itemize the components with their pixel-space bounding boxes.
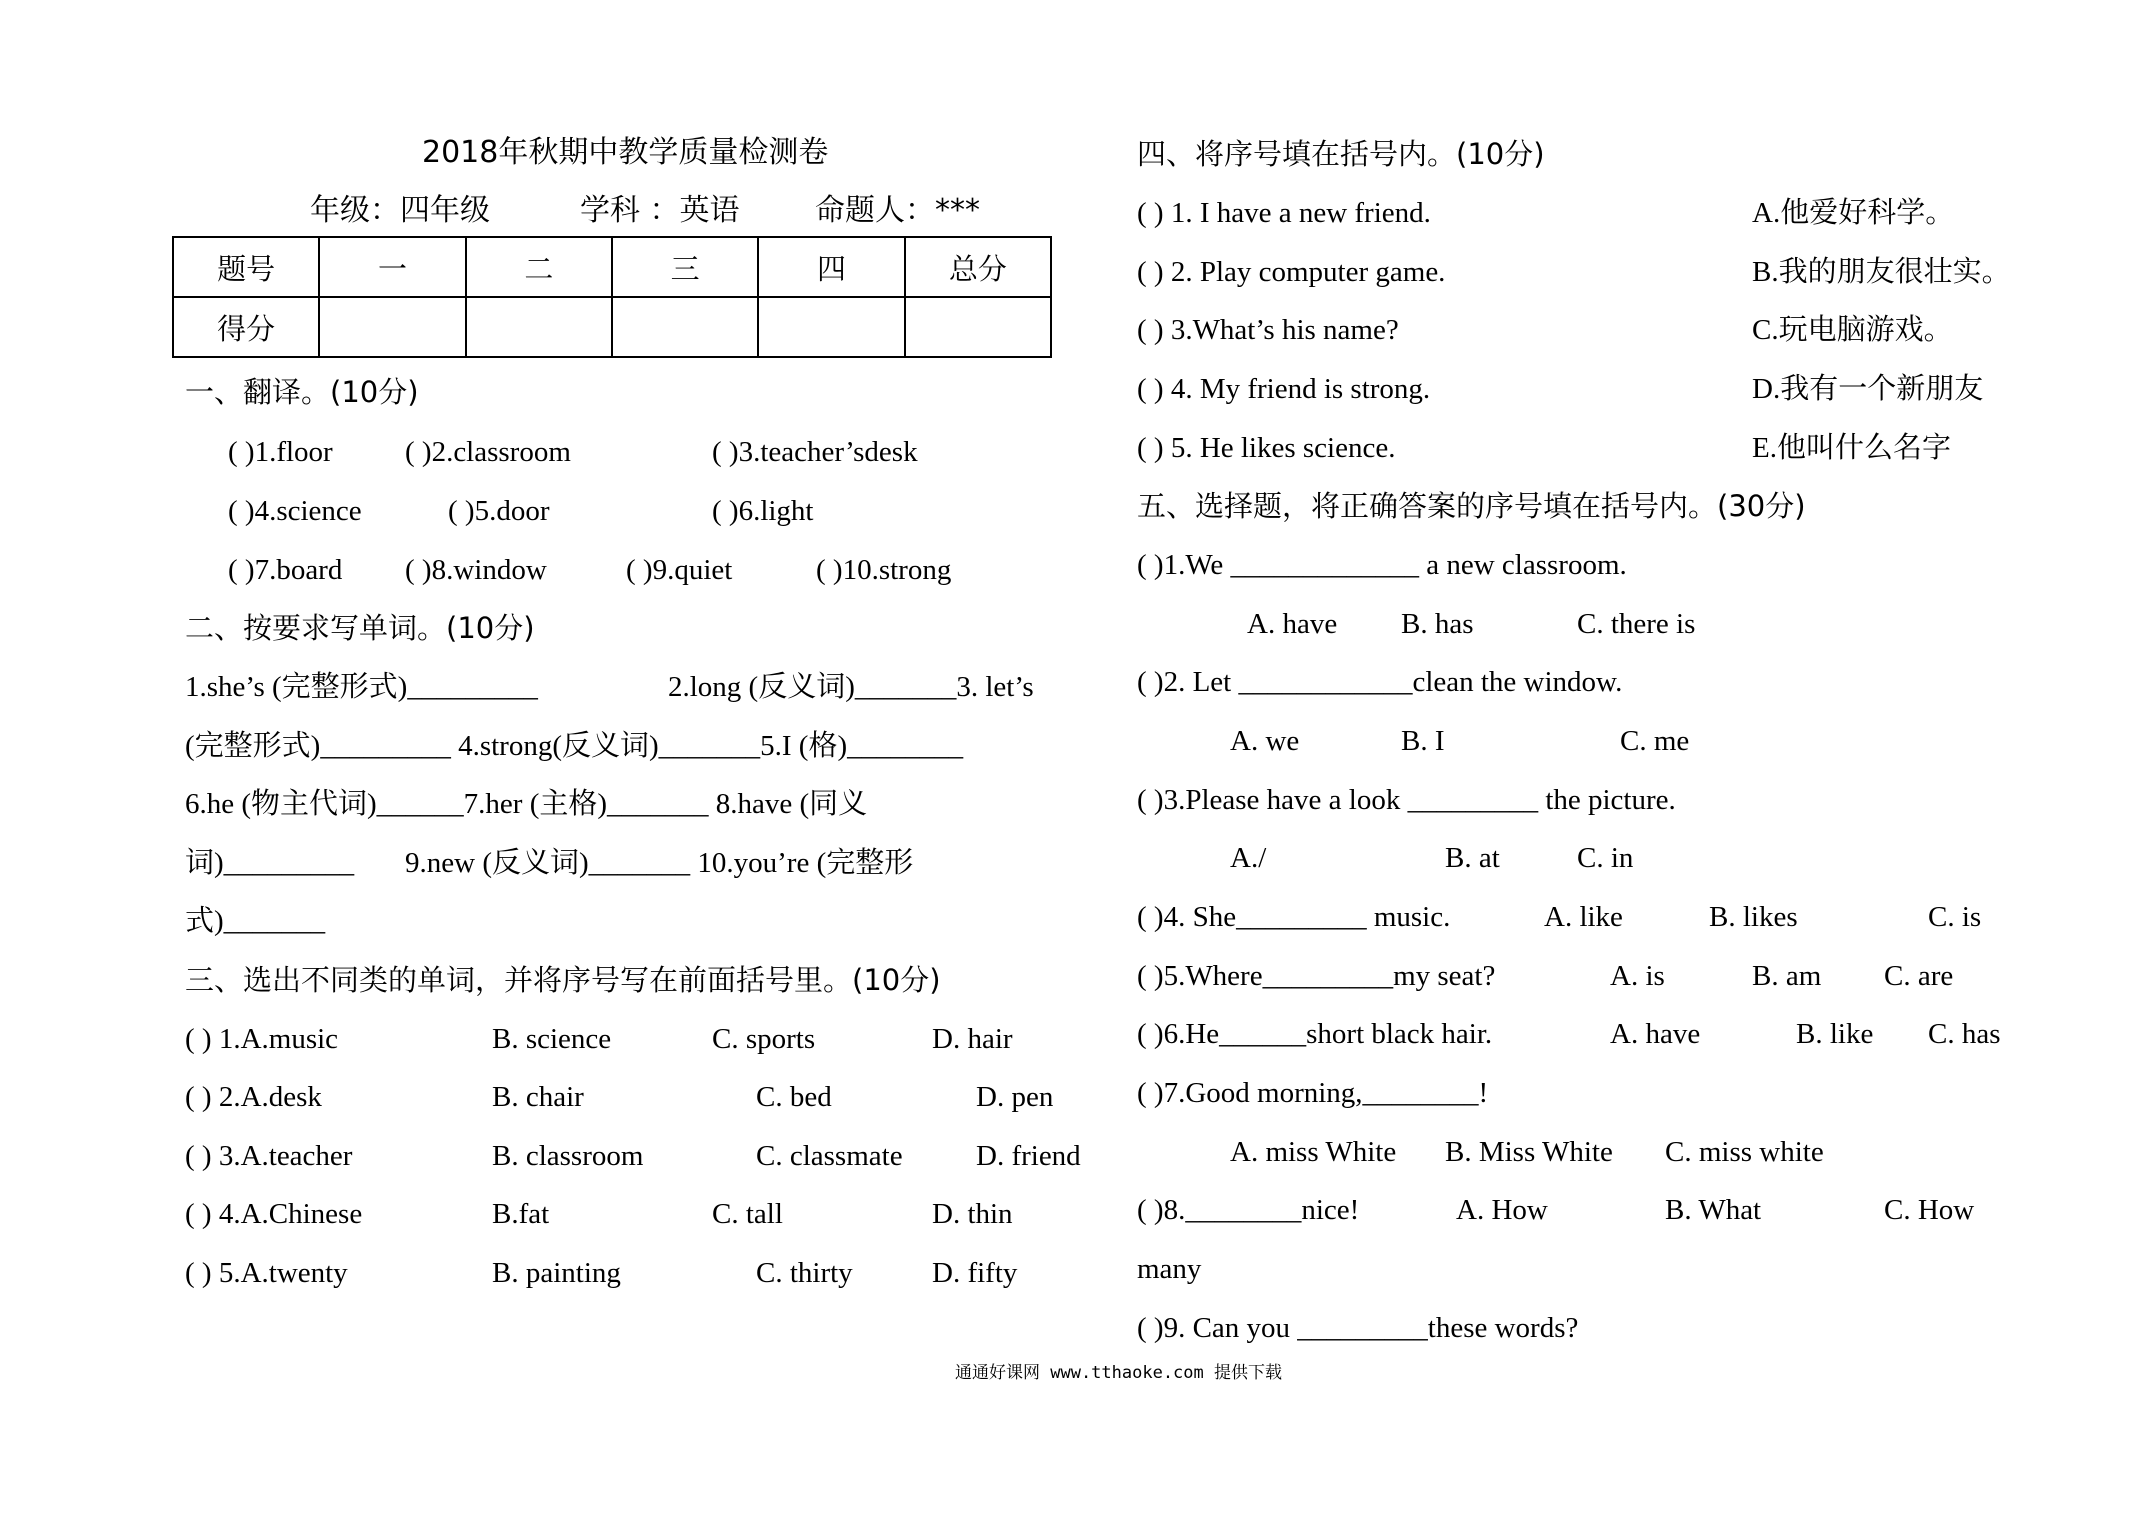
section1-item: ( )5.door (448, 495, 550, 527)
section5-question: ( )9. Can you _________these words? (1137, 1312, 1579, 1344)
section3-opt-d: D. friend (976, 1140, 1081, 1172)
section1-item: ( )3.teacher’sdesk (712, 436, 918, 468)
section5-option: B. I (1401, 725, 1445, 757)
section5-question: ( )4. She_________ music. (1137, 901, 1451, 933)
section5-title: 五、选择题，将正确答案的序号填在括号内。(30分) (1137, 489, 1806, 523)
section2-line: 9.new (反义词)_______ 10.you’re (完整形 (405, 847, 914, 879)
section3-opt-d: D. pen (976, 1081, 1054, 1113)
section3-row-num: ( ) 3.A.teacher (185, 1140, 353, 1172)
section3-opt-d: D. hair (932, 1023, 1013, 1055)
score-header-cell: 二 (466, 237, 612, 297)
score-header-cell: 四 (758, 237, 904, 297)
section3-opt-c: C. classmate (756, 1140, 903, 1172)
section5-question: ( )7.Good morning,________! (1137, 1077, 1489, 1109)
section5-option: C. me (1620, 725, 1690, 757)
score-header-cell: 一 (319, 237, 465, 297)
section5-option: B. like (1796, 1018, 1874, 1050)
score-cell[interactable] (466, 297, 612, 357)
section3-opt-c: C. thirty (756, 1257, 853, 1289)
section3-opt-c: C. bed (756, 1081, 832, 1113)
section5-option: A. have (1610, 1018, 1701, 1050)
section4-question: ( ) 3.What’s his name? (1137, 314, 1399, 346)
score-header-cell: 题号 (173, 237, 319, 297)
section4-question: ( ) 4. My friend is strong. (1137, 373, 1431, 405)
section1-title: 一、翻译。(10分) (185, 375, 419, 409)
section1-item: ( )6.light (712, 495, 814, 527)
section5-option: A. How (1456, 1194, 1548, 1226)
section3-opt-b: B. science (492, 1023, 612, 1055)
section1-item: ( )9.quiet (626, 554, 733, 586)
section5-option: A./ (1230, 842, 1267, 874)
section3-opt-c: C. sports (712, 1023, 816, 1055)
section5-option: B. Miss White (1445, 1136, 1613, 1168)
score-header-cell: 三 (612, 237, 758, 297)
section4-answer: E.他叫什么名字 (1752, 432, 1951, 464)
section5-option: B. am (1752, 960, 1822, 992)
section5-option: C. has (1928, 1018, 2001, 1050)
section5-option: C. is (1928, 901, 1982, 933)
score-cell[interactable] (319, 297, 465, 357)
section5-option: C. miss white (1665, 1136, 1824, 1168)
section4-answer: A.他爱好科学。 (1752, 197, 1955, 229)
section4-question: ( ) 1. I have a new friend. (1137, 197, 1431, 229)
section3-title: 三、选出不同类的单词，并将序号写在前面括号里。(10分) (185, 963, 941, 997)
section4-answer: D.我有一个新朋友 (1752, 373, 1984, 405)
section3-row-num: ( ) 4.A.Chinese (185, 1198, 363, 1230)
section2-title: 二、按要求写单词。(10分) (185, 611, 535, 645)
grade-label: 年级：四年级 (310, 193, 490, 228)
section1-item: ( )10.strong (816, 554, 952, 586)
section4-answer: C.玩电脑游戏。 (1752, 314, 1953, 346)
section3-opt-d: D. fifty (932, 1257, 1018, 1289)
section4-question: ( ) 5. He likes science. (1137, 432, 1396, 464)
section3-opt-c: C. tall (712, 1198, 783, 1230)
score-cell[interactable] (758, 297, 904, 357)
section5-option: C. How (1884, 1194, 1975, 1226)
section1-item: ( )7.board (228, 554, 343, 586)
section5-option: C. there is (1577, 608, 1696, 640)
section3-opt-b: B. painting (492, 1257, 621, 1289)
section5-option: B. What (1665, 1194, 1762, 1226)
section5-question: ( )5.Where_________my seat? (1137, 960, 1496, 992)
section5-question: ( )3.Please have a look _________ the picture. (1137, 784, 1676, 816)
section3-opt-b: B. chair (492, 1081, 584, 1113)
section3-row-num: ( ) 5.A.twenty (185, 1257, 348, 1289)
score-row-label: 得分 (173, 297, 319, 357)
subject-label: 学科 ：英语 (580, 193, 740, 228)
section5-option: A. we (1230, 725, 1300, 757)
score-cell[interactable] (905, 297, 1051, 357)
section2-line: 1.she’s (完整形式)_________ (185, 671, 538, 703)
section5-question: ( )6.He______short black hair. (1137, 1018, 1493, 1050)
section2-line: 式)_______ (185, 905, 326, 937)
section1-item: ( )2.classroom (405, 436, 571, 468)
author-label: 命题人：*** (815, 193, 980, 228)
section2-line: 2.long (反义词)_______3. let’s (668, 671, 1034, 703)
section5-option: A. have (1247, 608, 1338, 640)
section4-title: 四、将序号填在括号内。(10分) (1137, 137, 1545, 171)
section3-row-num: ( ) 1.A.music (185, 1023, 339, 1055)
section4-question: ( ) 2. Play computer game. (1137, 256, 1446, 288)
section5-option: C. in (1577, 842, 1634, 874)
footer-source: 通通好课网 www.tthaoke.com 提供下载 (955, 1363, 1282, 1383)
section5-question: ( )2. Let ____________clean the window. (1137, 666, 1623, 698)
section1-item: ( )4.science (228, 495, 362, 527)
score-table-header-row (173, 237, 1051, 297)
exam-title: 2018年秋期中教学质量检测卷 (422, 135, 829, 170)
section5-option: B. has (1401, 608, 1474, 640)
section3-row-num: ( ) 2.A.desk (185, 1081, 322, 1113)
score-table (172, 236, 1052, 358)
score-table-score-row (173, 297, 1051, 357)
score-header-cell: 总分 (905, 237, 1051, 297)
section5-question: ( )8.________nice! (1137, 1194, 1360, 1226)
section5-option: A. is (1610, 960, 1665, 992)
section2-line: 6.he (物主代词)______7.her (主格)_______ 8.have (同义 (185, 788, 868, 820)
section4-answer: B.我的朋友很壮实。 (1752, 256, 2011, 288)
section5-wrap-text: many (1137, 1253, 1202, 1285)
section1-item: ( )1.floor (228, 436, 333, 468)
section5-question: ( )1.We _____________ a new classroom. (1137, 549, 1627, 581)
section2-line: (完整形式)_________ 4.strong(反义词)_______5.I (格)________ (185, 730, 964, 762)
section5-option: C. are (1884, 960, 1954, 992)
section2-line: 词)_________ (185, 847, 355, 879)
score-cell[interactable] (612, 297, 758, 357)
section3-opt-b: B. classroom (492, 1140, 644, 1172)
section5-option: B. at (1445, 842, 1500, 874)
section5-option: B. likes (1709, 901, 1798, 933)
section5-option: A. like (1544, 901, 1623, 933)
section3-opt-b: B.fat (492, 1198, 550, 1230)
section5-option: A. miss White (1230, 1136, 1397, 1168)
section3-opt-d: D. thin (932, 1198, 1013, 1230)
section1-item: ( )8.window (405, 554, 547, 586)
